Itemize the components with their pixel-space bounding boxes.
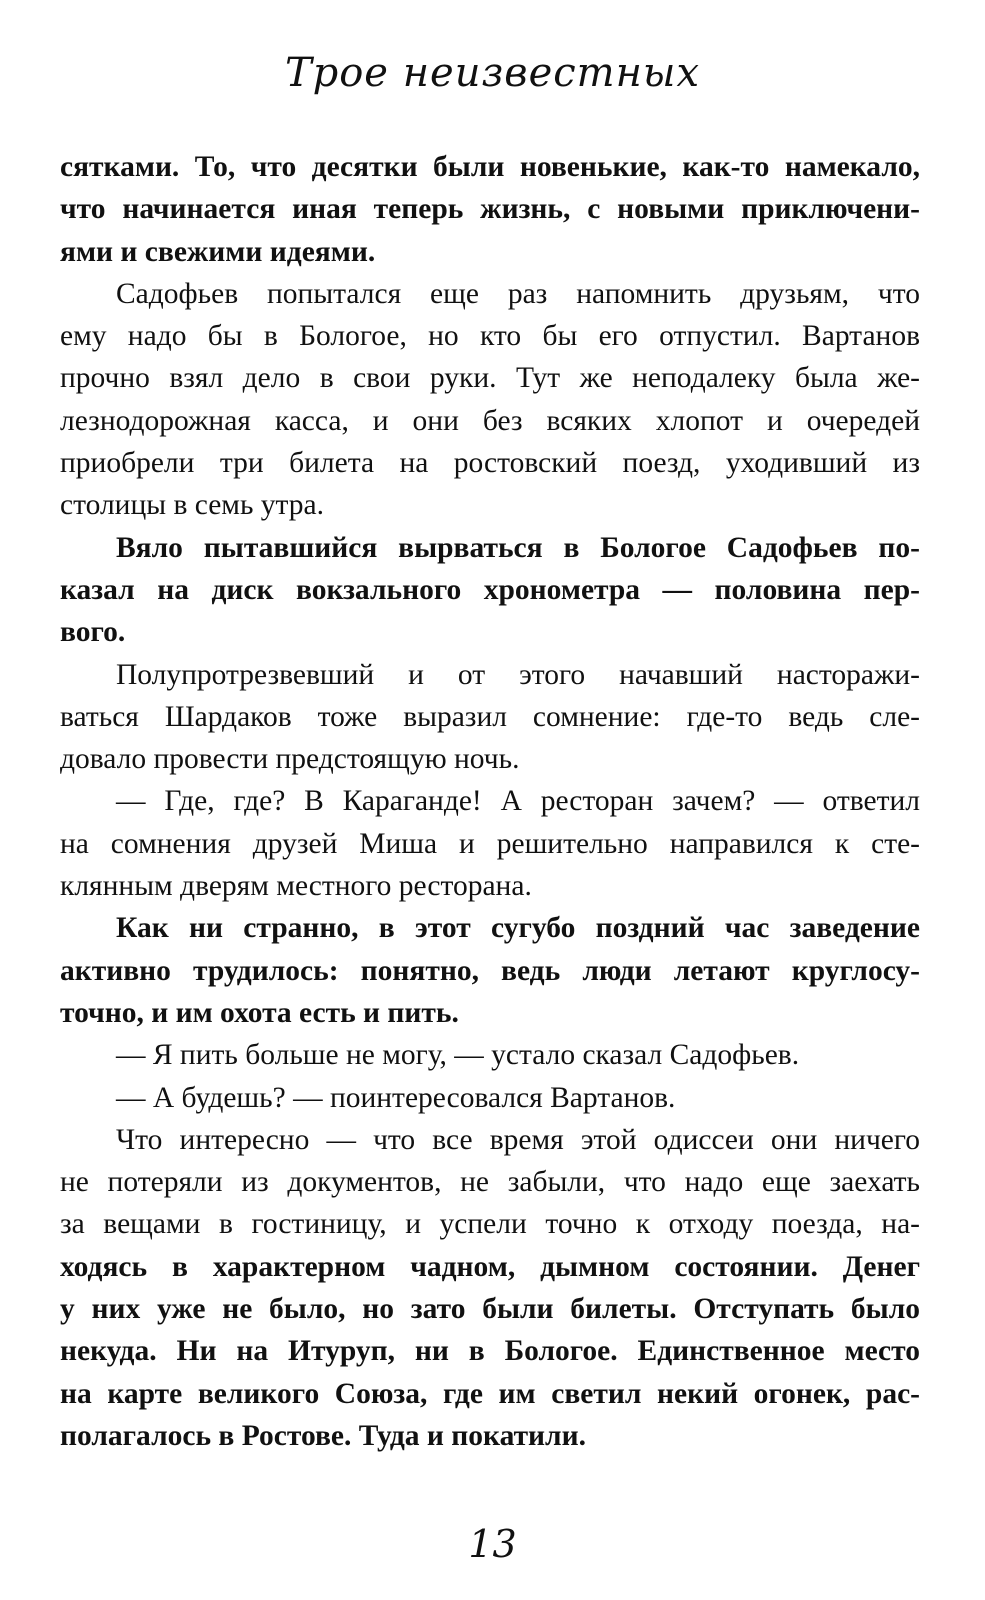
text-line: — Я пить больше не могу, — устало сказал Садофьев. — [116, 1039, 800, 1072]
text-line: полагалось в Ростове. Туда и покатили. — [60, 1419, 586, 1452]
text-line: прочно взял дело в свои руки. Тут же неподалеку была же- — [60, 362, 920, 395]
page-number: 13 — [468, 1522, 517, 1566]
text-line: сятками. То, что десятки были новенькие, как-то намекало, — [60, 151, 920, 183]
text-line: довало провести предстоящую ночь. — [60, 743, 520, 776]
text-line: приобрели три билета на ростовский поезд, уходивший из — [60, 447, 920, 480]
text-line: за вещами в гостиницу, и успели точно к отходу поезда, на- — [60, 1208, 920, 1241]
text-line: Что интересно — что все время этой одиссеи они ничего — [116, 1123, 920, 1156]
running-header: Трое неизвестных — [284, 50, 701, 96]
text-line: не потеряли из документов, не забыли, что надо еще заехать — [60, 1166, 920, 1199]
text-line: лезнодорожная касса, и они без всяких хлопот и очередей — [60, 404, 920, 437]
text-line: ему надо бы в Бологое, но кто бы его отпустил. Вартанов — [60, 320, 920, 353]
text-line: ями и свежими идеями. — [60, 235, 376, 268]
text-line: Полупротрезвевший и от этого начавший насторажи- — [116, 658, 920, 691]
text-line: что начинается иная теперь жизнь, с новыми приключени- — [60, 193, 920, 226]
text-line: ваться Шардаков тоже выразил сомнение: где-то ведь сле- — [60, 700, 920, 733]
text-line: Вяло пытавшийся вырваться в Бологое Садофьев по- — [116, 531, 920, 564]
text-line: точно, и им охота есть и пить. — [60, 996, 459, 1029]
text-line: Как ни странно, в этот сугубо поздний час заведение — [116, 912, 920, 945]
text-line: на сомнения друзей Миша и решительно направился к сте- — [60, 827, 920, 860]
text-line: столицы в семь утра. — [60, 489, 325, 522]
text-line: — А будешь? — поинтересовался Вартанов. — [116, 1081, 676, 1114]
text-line: активно трудилось: понятно, ведь люди летают круглосу- — [60, 954, 920, 987]
text-line: вого. — [60, 616, 126, 649]
text-line: некуда. Ни на Итуруп, ни в Бологое. Единственное место — [60, 1335, 920, 1368]
text-line: ходясь в характерном чадном, дымном состоянии. Денег — [60, 1250, 920, 1283]
body-text — [60, 146, 920, 1457]
text-line: — Где, где? В Караганде! А ресторан зачем? — ответил — [116, 785, 920, 818]
text-line: у них уже не было, но зато были билеты. Отступать было — [60, 1293, 920, 1326]
text-line: на карте великого Союза, где им светил некий огонек, рас- — [60, 1377, 920, 1410]
text-line: Садофьев попытался еще раз напомнить друзьям, что — [116, 277, 920, 310]
text-line: клянным дверям местного ресторана. — [60, 870, 532, 903]
text-line: казал на диск вокзального хронометра — половина пер- — [60, 573, 920, 606]
